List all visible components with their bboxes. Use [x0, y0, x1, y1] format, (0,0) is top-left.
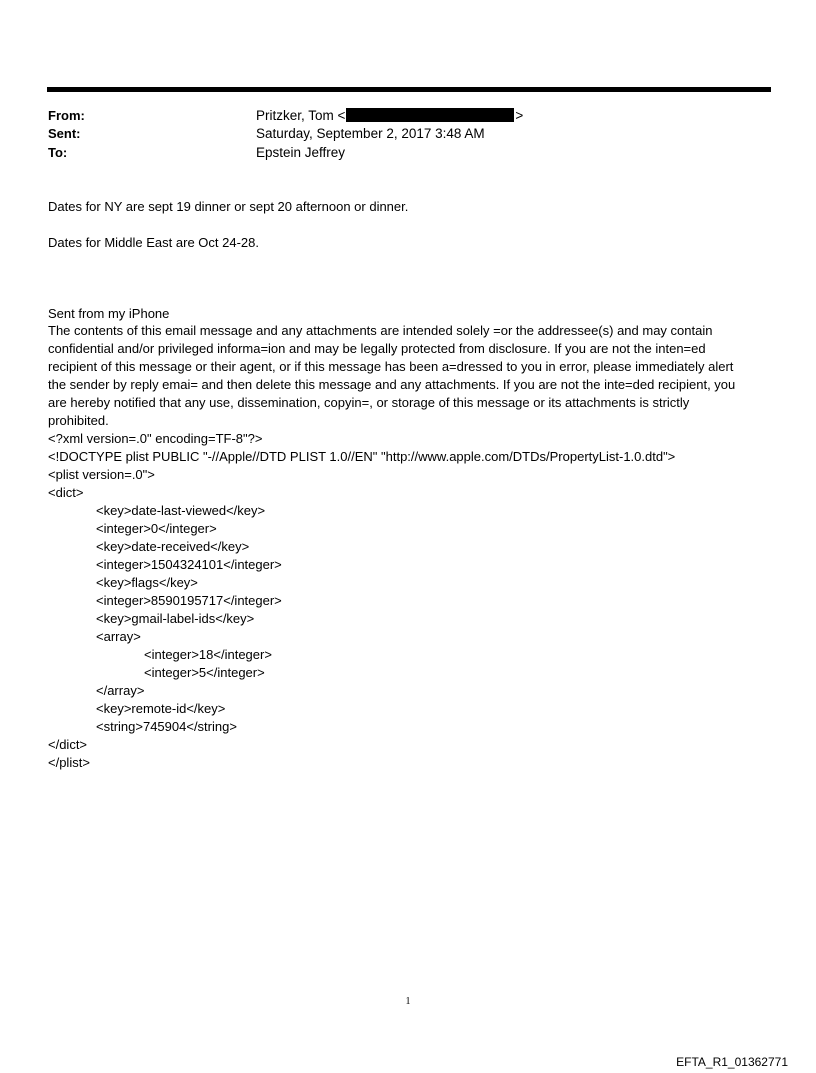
header-rule: [47, 87, 771, 92]
disclaimer-line: prohibited.: [48, 413, 109, 428]
disclaimer-line: are hereby notified that any use, dissemination, copyin=, or storage of this message or its attachments is strictly: [48, 395, 690, 410]
disclaimer-line: confidential and/or privileged informa=ion and may be legally protected from disclosure. If you are not the inten=ed: [48, 341, 706, 356]
disclaimer-line: the sender by reply emai= and then delete this message and any attachments. If you are not the inte=ded recipient, you: [48, 377, 736, 392]
xml-line: <key>flags</key>: [96, 575, 198, 590]
xml-line: <key>remote-id</key>: [96, 701, 226, 716]
signature: Sent from my iPhone: [48, 306, 170, 321]
from-label: From:: [48, 108, 85, 123]
xml-line: <key>date-last-viewed</key>: [96, 503, 266, 518]
xml-line: <string>745904</string>: [96, 719, 237, 734]
xml-line: <key>gmail-label-ids</key>: [96, 611, 255, 626]
page-number: 1: [405, 996, 411, 1007]
disclaimer: [48, 322, 770, 430]
sent-value: Saturday, September 2, 2017 3:48 AM: [256, 126, 485, 141]
xml-line: <!DOCTYPE plist PUBLIC "-//Apple//DTD PLIST 1.0//EN" "http://www.apple.com/DTDs/PropertyList-1.0.dtd">: [48, 449, 676, 464]
to-label: To:: [48, 145, 68, 160]
xml-line: <?xml version=.0" encoding=TF-8"?>: [48, 431, 263, 446]
xml-line: <dict>: [48, 485, 84, 500]
xml-line: <integer>8590195717</integer>: [96, 593, 282, 608]
xml-line: </plist>: [48, 755, 90, 770]
xml-line: <integer>0</integer>: [96, 521, 217, 536]
xml-line: <array>: [96, 629, 141, 644]
to-value: Epstein Jeffrey: [256, 145, 346, 160]
xml-line: <key>date-received</key>: [96, 539, 250, 554]
redacted-email-block: [346, 108, 514, 122]
body-line-ny-dates: Dates for NY are sept 19 dinner or sept 20 afternoon or dinner.: [48, 199, 409, 214]
xml-line: <integer>18</integer>: [144, 647, 272, 662]
xml-line: </array>: [96, 683, 145, 698]
xml-line: <integer>5</integer>: [144, 665, 265, 680]
xml-line: <plist version=.0">: [48, 467, 155, 482]
from-name: Pritzker, Tom <: [256, 108, 346, 123]
body-line-middle-east-dates: Dates for Middle East are Oct 24-28.: [48, 235, 259, 250]
bates-number: EFTA_R1_01362771: [676, 1055, 788, 1069]
xml-line: <integer>1504324101</integer>: [96, 557, 282, 572]
disclaimer-line: recipient of this message or their agent, or if this message has been a=dressed to you in error, please immediately alert: [48, 359, 734, 374]
from-close: >: [515, 108, 524, 123]
plist-xml-block: [48, 430, 675, 772]
from-value: [256, 107, 523, 125]
sent-label: Sent:: [48, 126, 81, 141]
disclaimer-line: The contents of this email message and any attachments are intended solely =or the addressee(s) and may contain: [48, 323, 713, 338]
xml-line: </dict>: [48, 737, 88, 752]
